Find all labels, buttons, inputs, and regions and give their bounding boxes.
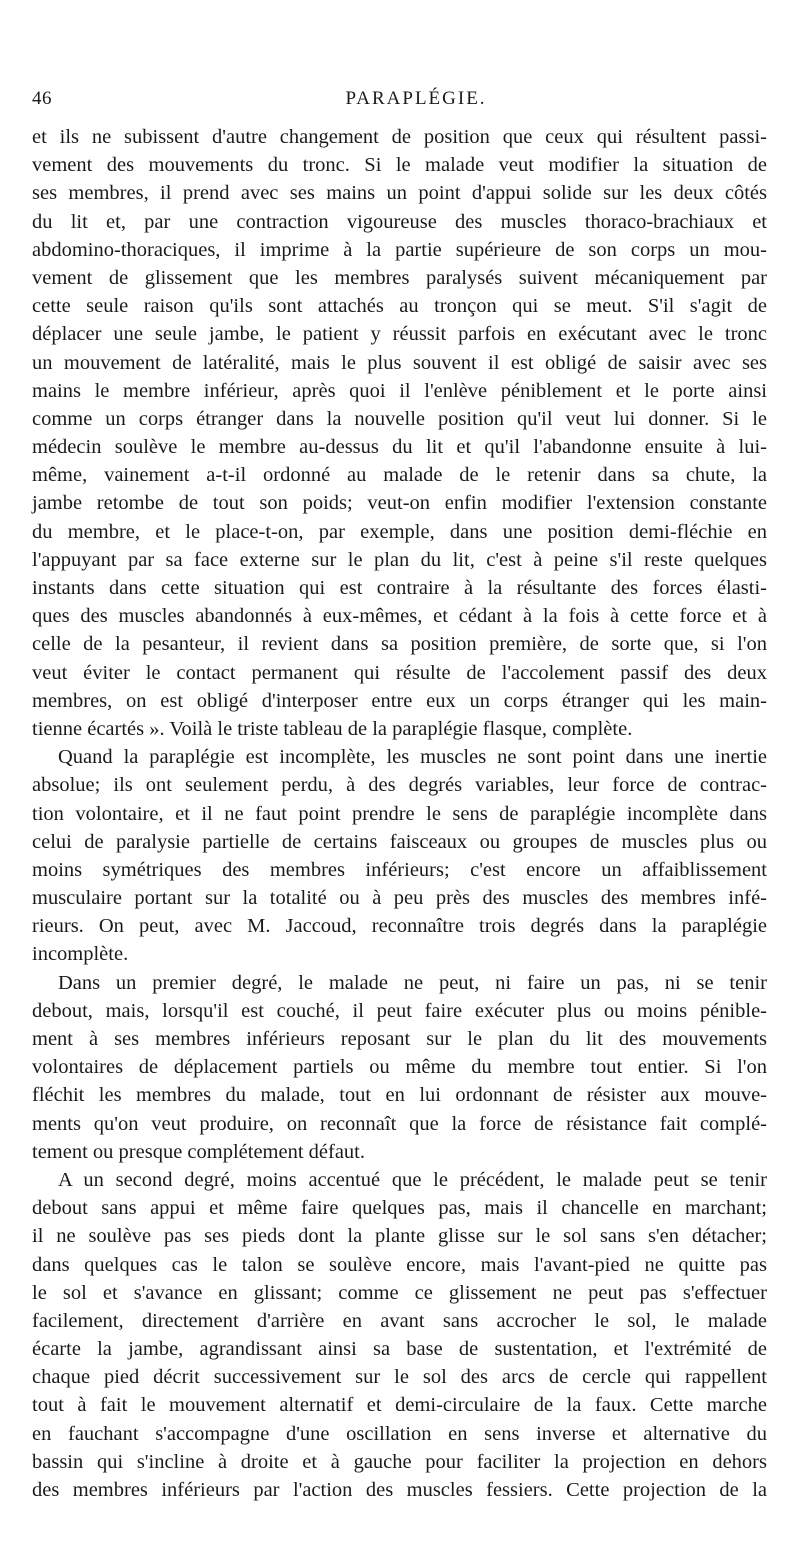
text-line: veut éviter le contact permanent qui résulte de l'accolement passif des deux <box>32 661 767 684</box>
body-text <box>32 123 767 1504</box>
text-line: vement de glissement que les membres paralysés suivent mécaniquement par <box>32 266 767 289</box>
text-line: Dans un premier degré, le malade ne peut, ni faire un pas, ni se tenir <box>58 971 767 994</box>
text-line: ment à ses membres inférieurs reposant sur le plan du lit des mouvements <box>32 1028 767 1050</box>
text-line: musculaire portant sur la totalité ou à peu près des muscles des membres infé- <box>32 887 767 910</box>
text-line: même, vainement a-t-il ordonné au malade de le retenir dans sa chute, la <box>32 464 767 487</box>
text-line: Quand la paraplégie est incomplète, les muscles ne sont point dans une inertie <box>58 746 767 769</box>
text-line: tement ou presque complétement défaut. <box>32 1140 366 1163</box>
text-line: médecin soulève le membre au-dessus du lit et qu'il l'abandonne ensuite à lui- <box>32 436 767 459</box>
text-line: celui de paralysie partielle de certains faisceaux ou groupes de muscles plus ou <box>32 830 767 853</box>
text-line: ques des muscles abandonnés à eux-mêmes, et cédant à la fois à cette force et à <box>32 605 767 628</box>
text-line: facilement, directement d'arrière en avant sans accrocher le sol, le malade <box>32 1309 767 1332</box>
text-line: bassin qui s'incline à droite et à gauche pour faciliter la projection en dehors <box>32 1450 767 1473</box>
text-line: tion volontaire, et il ne faut point prendre le sens de paraplégie incomplète dans <box>32 802 767 825</box>
text-line: écarte la jambe, agrandissant ainsi sa base de sustentation, et l'extrémité de <box>32 1338 767 1361</box>
text-line: le sol et s'avance en glissant; comme ce glissement ne peut pas s'effectuer <box>32 1281 767 1304</box>
text-line: instants dans cette situation qui est contraire à la résultante des forces élasti- <box>32 577 767 599</box>
text-line: incomplète. <box>32 943 129 966</box>
text-line: du membre, et le place-t-on, par exemple, dans une position demi-fléchie en <box>32 520 767 543</box>
text-line: l'appuyant par sa face externe sur le plan du lit, c'est à peine s'il reste quelques <box>32 548 767 571</box>
text-line: moins symétriques des membres inférieurs; c'est encore un affaiblissement <box>32 858 767 881</box>
text-line: absolue; ils ont seulement perdu, à des degrés variables, leur force de contrac- <box>32 774 767 797</box>
text-line: ments qu'on veut produire, on reconnaît que la force de résistance fait complé- <box>32 1112 767 1135</box>
text-line: mains le membre inférieur, après quoi il l'enlève péniblement et le porte ainsi <box>32 379 767 402</box>
text-line: en fauchant s'accompagne d'une oscillation en sens inverse et alternative du <box>32 1422 767 1445</box>
paragraph <box>32 743 767 969</box>
text-line: debout sans appui et même faire quelques pas, mais il chancelle en marchant; <box>32 1197 767 1220</box>
text-line: fléchit les membres du malade, tout en lui ordonnant de résister aux mouve- <box>32 1084 767 1107</box>
text-line: tienne écartés ». Voilà le triste tableau de la paraplégie flasque, complète. <box>32 717 633 740</box>
text-line: comme un corps étranger dans la nouvelle position qu'il veut lui donner. Si le <box>32 407 767 430</box>
page-number: 46 <box>32 88 52 109</box>
running-title: PARAPLÉGIE. <box>345 88 487 109</box>
text-line: A un second degré, moins accentué que le précédent, le malade peut se tenir <box>58 1168 767 1191</box>
running-head <box>32 88 770 116</box>
text-line: ses membres, il prend avec ses mains un point d'appui solide sur les deux côtés <box>32 182 767 205</box>
text-line: celle de la pesanteur, il revient dans sa position première, de sorte que, si l'on <box>32 633 767 656</box>
paragraph <box>32 123 767 743</box>
text-line: des membres inférieurs par l'action des muscles fessiers. Cette projection de la <box>32 1479 767 1501</box>
paragraph <box>32 1166 767 1504</box>
text-line: et ils ne subissent d'autre changement de position que ceux qui résultent passi- <box>32 126 767 148</box>
text-line: jambe retombe de tout son poids; veut-on enfin modifier l'extension constante <box>32 492 767 515</box>
text-line: cette seule raison qu'ils sont attachés au tronçon qui se meut. S'il s'agit de <box>32 295 767 318</box>
text-line: volontaires de déplacement partiels ou même du membre tout entier. Si l'on <box>32 1056 767 1079</box>
text-line: rieurs. On peut, avec M. Jaccoud, reconnaître trois degrés dans la paraplégie <box>32 915 767 938</box>
text-line: dans quelques cas le talon se soulève encore, mais l'avant-pied ne quitte pas <box>32 1253 767 1276</box>
text-line: membres, on est obligé d'interposer entre eux un corps étranger qui les main- <box>32 689 767 712</box>
text-line: du lit et, par une contraction vigoureuse des muscles thoraco-brachiaux et <box>32 210 767 233</box>
text-line: il ne soulève pas ses pieds dont la plante glisse sur le sol sans s'en détacher; <box>32 1225 767 1248</box>
text-line: vement des mouvements du tronc. Si le malade veut modifier la situation de <box>32 154 767 177</box>
text-line: tout à fait le mouvement alternatif et demi-circulaire de la faux. Cette marche <box>32 1394 767 1417</box>
text-line: déplacer une seule jambe, le patient y réussit parfois en exécutant avec le tronc <box>32 323 767 346</box>
paragraph <box>32 969 767 1166</box>
text-line: abdomino-thoraciques, il imprime à la partie supérieure de son corps un mou- <box>32 238 767 261</box>
text-line: un mouvement de latéralité, mais le plus souvent il est obligé de saisir avec ses <box>32 351 767 374</box>
text-line: chaque pied décrit successivement sur le sol des arcs de cercle qui rappellent <box>32 1366 767 1389</box>
text-line: debout, mais, lorsqu'il est couché, il peut faire exécuter plus ou moins pénible- <box>32 999 767 1022</box>
